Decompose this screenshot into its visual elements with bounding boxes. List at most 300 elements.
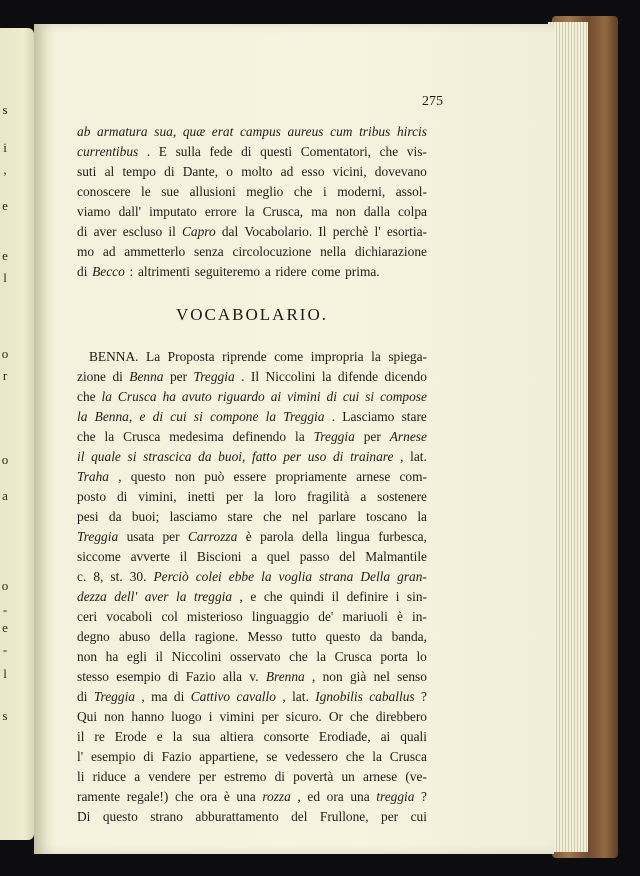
- text-line: [77, 627, 427, 647]
- text-line: [77, 807, 427, 827]
- word: pesi: [77, 509, 99, 524]
- word: misterioso: [186, 609, 243, 624]
- text-line: [77, 487, 427, 507]
- word: ?: [421, 789, 427, 804]
- left-page-fragment: a: [2, 488, 8, 503]
- word: il: [155, 649, 164, 664]
- word: st.: [110, 569, 123, 584]
- word: quæ: [182, 124, 206, 139]
- word: consorte: [263, 729, 309, 744]
- word: ab: [77, 124, 91, 139]
- book-page: [34, 24, 554, 854]
- word: Vocabolario.: [244, 224, 313, 239]
- word: tutto: [291, 629, 317, 644]
- word: ,: [282, 689, 286, 704]
- word: la: [253, 489, 264, 504]
- word: avuto: [181, 389, 212, 404]
- word: 8,: [93, 569, 104, 584]
- word: il: [77, 449, 85, 464]
- word: abburattamento: [195, 809, 279, 824]
- word: già: [349, 669, 367, 684]
- word: parola: [260, 529, 294, 544]
- word: non: [77, 649, 98, 664]
- word: si: [193, 409, 203, 424]
- word: luogo: [171, 709, 202, 724]
- word: spiega-: [388, 349, 427, 364]
- word: buoi,: [218, 449, 246, 464]
- word: (ve-: [405, 769, 427, 784]
- word: Perciò: [153, 569, 189, 584]
- word: che: [345, 749, 365, 764]
- word: campus: [239, 124, 281, 139]
- text-line: [77, 507, 427, 527]
- word: avverte: [130, 549, 170, 564]
- word: strana: [319, 569, 354, 584]
- word: strano: [150, 809, 183, 824]
- word: ,: [400, 449, 404, 464]
- word: Fazio: [185, 669, 216, 684]
- word: BENNA.: [89, 349, 139, 364]
- word: estremo: [224, 769, 267, 784]
- word: Ignobilis: [315, 689, 363, 704]
- word: al: [104, 164, 115, 179]
- word: Frullone,: [319, 809, 369, 824]
- word: cum: [330, 124, 353, 139]
- text-line: [77, 162, 427, 182]
- word: esortia-: [386, 224, 427, 239]
- word: ai: [380, 729, 391, 744]
- text-line: [77, 242, 427, 262]
- word: lingua: [336, 529, 370, 544]
- section-heading: VOCABOLARIO.: [176, 305, 328, 324]
- word: banda,: [391, 629, 427, 644]
- text-line: [77, 347, 427, 367]
- word: Il: [250, 369, 260, 384]
- word: tempo: [122, 164, 156, 179]
- word: la: [104, 429, 115, 444]
- text-line: [77, 467, 427, 487]
- word: cavallo: [236, 689, 276, 704]
- word: se: [266, 749, 278, 764]
- word: non: [174, 469, 196, 484]
- word: per: [169, 369, 188, 384]
- word: può: [204, 469, 225, 484]
- word: trainare: [350, 449, 394, 464]
- word: esempio: [90, 749, 136, 764]
- word: quali: [400, 729, 427, 744]
- word: la: [294, 429, 305, 444]
- word: propriamente: [275, 469, 347, 484]
- word: come: [311, 264, 341, 279]
- text-line: [77, 527, 427, 547]
- word: di: [143, 749, 154, 764]
- word: che: [77, 429, 96, 444]
- word: è: [223, 789, 230, 804]
- word: La: [146, 349, 161, 364]
- word: currentibus: [77, 144, 139, 159]
- word: v.: [249, 669, 259, 684]
- word: degno: [77, 629, 110, 644]
- word: ma: [311, 204, 328, 219]
- word: aver: [93, 224, 117, 239]
- word: compose: [380, 389, 427, 404]
- left-page-fragment: o: [1, 578, 9, 593]
- left-page-fragment: e: [2, 620, 8, 635]
- word: una: [350, 789, 370, 804]
- word: ,: [297, 789, 301, 804]
- word: direbbero: [375, 709, 427, 724]
- word: dezza: [77, 589, 107, 604]
- left-page-fragment: s: [2, 102, 8, 117]
- left-page-fragment: -: [2, 602, 8, 617]
- word: col: [161, 609, 178, 624]
- word: la: [371, 349, 381, 364]
- word: dall': [118, 204, 142, 219]
- word: la: [316, 649, 327, 664]
- word: erat: [211, 124, 234, 139]
- text-line: [77, 567, 427, 587]
- word: Carrozza: [187, 529, 238, 544]
- word: nel: [292, 509, 309, 524]
- left-page-fragment: ,: [3, 162, 7, 177]
- word: cui: [410, 809, 427, 824]
- page-stack-edges: [548, 22, 588, 852]
- word: molto: [241, 164, 273, 179]
- text-line: [77, 767, 427, 787]
- word: altiera: [220, 729, 254, 744]
- word: tribus: [359, 124, 391, 139]
- word: imputato: [149, 204, 197, 219]
- word: della: [301, 529, 328, 544]
- word: uso: [307, 449, 327, 464]
- word: allusioni: [189, 184, 236, 199]
- word: treggia: [193, 589, 233, 604]
- word: linguaggio: [251, 609, 310, 624]
- word: sicuro.: [285, 709, 322, 724]
- word: Proposta: [167, 349, 215, 364]
- word: Malmantile: [365, 549, 427, 564]
- word: ed: [307, 789, 321, 804]
- word: che: [77, 389, 96, 404]
- text-line: [77, 547, 427, 567]
- word: Treggia: [93, 689, 135, 704]
- word: passo: [299, 549, 330, 564]
- word: riduce: [92, 769, 127, 784]
- word: l': [77, 749, 84, 764]
- word: Crusca,: [262, 204, 304, 219]
- word: Treggia: [193, 369, 235, 384]
- word: che: [263, 509, 282, 524]
- word: stare: [401, 409, 427, 424]
- word: che: [350, 709, 369, 724]
- word: sostenere: [377, 489, 427, 504]
- word: non: [335, 204, 356, 219]
- word: da: [198, 449, 212, 464]
- word: esso: [301, 164, 325, 179]
- word: del: [339, 549, 356, 564]
- word: che: [289, 649, 308, 664]
- word: di: [274, 769, 286, 784]
- word: Crusca: [389, 749, 427, 764]
- text-line: [77, 687, 427, 707]
- word: per: [225, 489, 244, 504]
- word: di: [164, 164, 175, 179]
- word: nella: [320, 244, 347, 259]
- text-line: [77, 607, 427, 627]
- text-line: [77, 447, 427, 467]
- word: della: [159, 629, 186, 644]
- word: ora: [200, 789, 218, 804]
- word: com-: [399, 469, 427, 484]
- word: senso: [397, 669, 427, 684]
- word: un: [341, 769, 355, 784]
- word: dalla: [363, 204, 390, 219]
- word: sue: [161, 184, 180, 199]
- word: dovevano: [374, 164, 427, 179]
- text-line: [77, 727, 427, 747]
- word: è: [396, 609, 403, 624]
- word: ,: [312, 669, 316, 684]
- word: Treggia: [283, 409, 325, 424]
- word: dell': [114, 589, 138, 604]
- text-line: [77, 262, 427, 282]
- word: Fazio: [161, 749, 192, 764]
- word: hanno: [131, 709, 165, 724]
- page-number: 275: [422, 94, 443, 109]
- left-page-fragment: -: [2, 642, 8, 657]
- word: moderni,: [337, 184, 386, 199]
- left-page-fragment: e: [2, 198, 8, 213]
- word: non: [104, 709, 125, 724]
- word: Erodiade,: [318, 729, 371, 744]
- word: compone: [210, 409, 259, 424]
- left-page-fragment: o: [1, 452, 9, 467]
- word: di: [152, 409, 164, 424]
- word: a: [251, 549, 258, 564]
- word: rozza: [262, 789, 291, 804]
- word: dal: [221, 224, 239, 239]
- left-page-fragment: l: [3, 666, 7, 681]
- word: le: [141, 184, 151, 199]
- word: Biscioni: [196, 549, 242, 564]
- word: per: [162, 529, 180, 544]
- text-line: [77, 647, 427, 667]
- word: Erode: [114, 729, 147, 744]
- word: Crusca: [123, 429, 161, 444]
- word: di: [332, 449, 344, 464]
- word: vicini,: [332, 164, 367, 179]
- text-line: [77, 407, 427, 427]
- word: alla: [222, 669, 243, 684]
- word: ad: [102, 244, 116, 259]
- word: una: [236, 789, 256, 804]
- word: da: [369, 629, 383, 644]
- word: Niccolini: [171, 649, 222, 664]
- word: lat.: [410, 449, 427, 464]
- word: questo: [130, 469, 166, 484]
- word: a: [264, 264, 271, 279]
- word: Comentatori,: [300, 144, 372, 159]
- word: stesso: [77, 669, 109, 684]
- word: strascica: [143, 449, 192, 464]
- word: Treggia: [313, 429, 355, 444]
- word: altrimenti: [137, 264, 190, 279]
- word: Brenna: [265, 669, 305, 684]
- word: povertà: [293, 769, 334, 784]
- word: Treggia: [77, 529, 119, 544]
- word: quel: [266, 549, 290, 564]
- word: nel: [373, 669, 390, 684]
- word: inetti: [187, 489, 216, 504]
- word: la: [261, 569, 272, 584]
- word: Cattivo: [190, 689, 231, 704]
- word: di: [77, 224, 88, 239]
- word: essere: [233, 469, 267, 484]
- word: la: [244, 204, 255, 219]
- word: lo: [416, 649, 427, 664]
- word: senza: [194, 244, 224, 259]
- word: il: [331, 589, 340, 604]
- word: Niccolini: [265, 369, 316, 384]
- word: ammetterlo: [124, 244, 186, 259]
- word: impropria: [310, 349, 364, 364]
- word: Qui: [77, 709, 98, 724]
- text-line: [77, 182, 427, 202]
- word: medesima: [169, 429, 224, 444]
- word: porta: [380, 649, 408, 664]
- word: ma: [151, 689, 168, 704]
- word: appartiene,: [199, 749, 259, 764]
- word: Di: [77, 809, 91, 824]
- text-line: [77, 707, 427, 727]
- word: definire: [346, 589, 389, 604]
- text-line: [77, 122, 427, 142]
- left-page-fragment: r: [2, 368, 8, 383]
- word: ramente: [77, 789, 121, 804]
- word: ora: [326, 789, 344, 804]
- word: re: [94, 729, 105, 744]
- word: da: [108, 509, 122, 524]
- word: riprende: [222, 349, 267, 364]
- word: o: [226, 164, 233, 179]
- word: che: [263, 589, 283, 604]
- word: viamo: [77, 204, 111, 219]
- left-page-fragment: i: [3, 140, 7, 155]
- word: esempio: [116, 669, 161, 684]
- word: Crusca: [334, 649, 372, 664]
- benna-entry: [77, 347, 427, 827]
- word: ridere: [275, 264, 307, 279]
- left-page-fragment: o: [1, 346, 9, 361]
- word: mariuoli: [342, 609, 388, 624]
- word: c.: [77, 569, 87, 584]
- word: circolocuzione: [232, 244, 312, 259]
- word: vis-: [406, 144, 427, 159]
- word: sua,: [154, 124, 177, 139]
- text-line: [77, 142, 427, 162]
- word: Della: [360, 569, 391, 584]
- word: prima.: [345, 264, 380, 279]
- text-line: [77, 587, 427, 607]
- word: cui: [342, 389, 360, 404]
- word: la: [321, 369, 332, 384]
- text-line: [77, 747, 427, 767]
- word: 30.: [129, 569, 147, 584]
- word: questi: [260, 144, 293, 159]
- word: e: [139, 409, 146, 424]
- word: caballus: [369, 689, 415, 704]
- word: che: [293, 184, 313, 199]
- word: come: [274, 349, 304, 364]
- word: di: [77, 264, 88, 279]
- word: ai: [270, 389, 282, 404]
- word: e: [156, 729, 163, 744]
- word: arnese: [363, 769, 398, 784]
- word: e: [250, 589, 257, 604]
- word: seguiteremo: [194, 264, 261, 279]
- word: sin-: [406, 589, 427, 604]
- word: dicendo: [384, 369, 427, 384]
- word: sua: [192, 729, 211, 744]
- word: per: [283, 449, 302, 464]
- word: Messo: [247, 629, 283, 644]
- word: abuso: [118, 629, 151, 644]
- word: .: [241, 369, 245, 384]
- word: arnese: [356, 469, 391, 484]
- word: non: [322, 669, 343, 684]
- text-line: [77, 787, 427, 807]
- word: la: [172, 729, 183, 744]
- word: di: [173, 689, 185, 704]
- word: riguardo: [217, 389, 265, 404]
- word: a: [134, 769, 141, 784]
- word: .: [331, 409, 336, 424]
- word: ceri: [77, 609, 98, 624]
- text-line: [77, 202, 427, 222]
- word: si: [127, 449, 137, 464]
- word: di: [112, 369, 123, 384]
- word: :: [129, 264, 134, 279]
- word: Traha: [77, 469, 110, 484]
- word: sulla: [175, 144, 201, 159]
- word: la: [175, 589, 187, 604]
- word: vimini,: [138, 489, 177, 504]
- word: Lasciamo: [342, 409, 395, 424]
- page-text: [77, 122, 427, 827]
- word: ,: [118, 469, 122, 484]
- word: fatto: [251, 449, 277, 464]
- word: li: [77, 769, 85, 784]
- left-page-fragment: s: [2, 708, 8, 723]
- word: Il: [318, 224, 327, 239]
- word: di: [241, 144, 252, 159]
- word: posto: [77, 489, 107, 504]
- word: Becco: [92, 264, 125, 279]
- word: in-: [412, 609, 427, 624]
- word: parlare: [318, 509, 356, 524]
- text-line: [77, 427, 427, 447]
- word: ad: [280, 164, 294, 179]
- word: lasciamo: [169, 509, 218, 524]
- word: per: [261, 709, 279, 724]
- word: questo: [102, 809, 138, 824]
- word: vendere: [148, 769, 191, 784]
- word: difende: [337, 369, 379, 384]
- word: suti: [77, 164, 97, 179]
- word: a: [360, 489, 367, 504]
- word: che: [174, 789, 194, 804]
- text-line: [77, 387, 427, 407]
